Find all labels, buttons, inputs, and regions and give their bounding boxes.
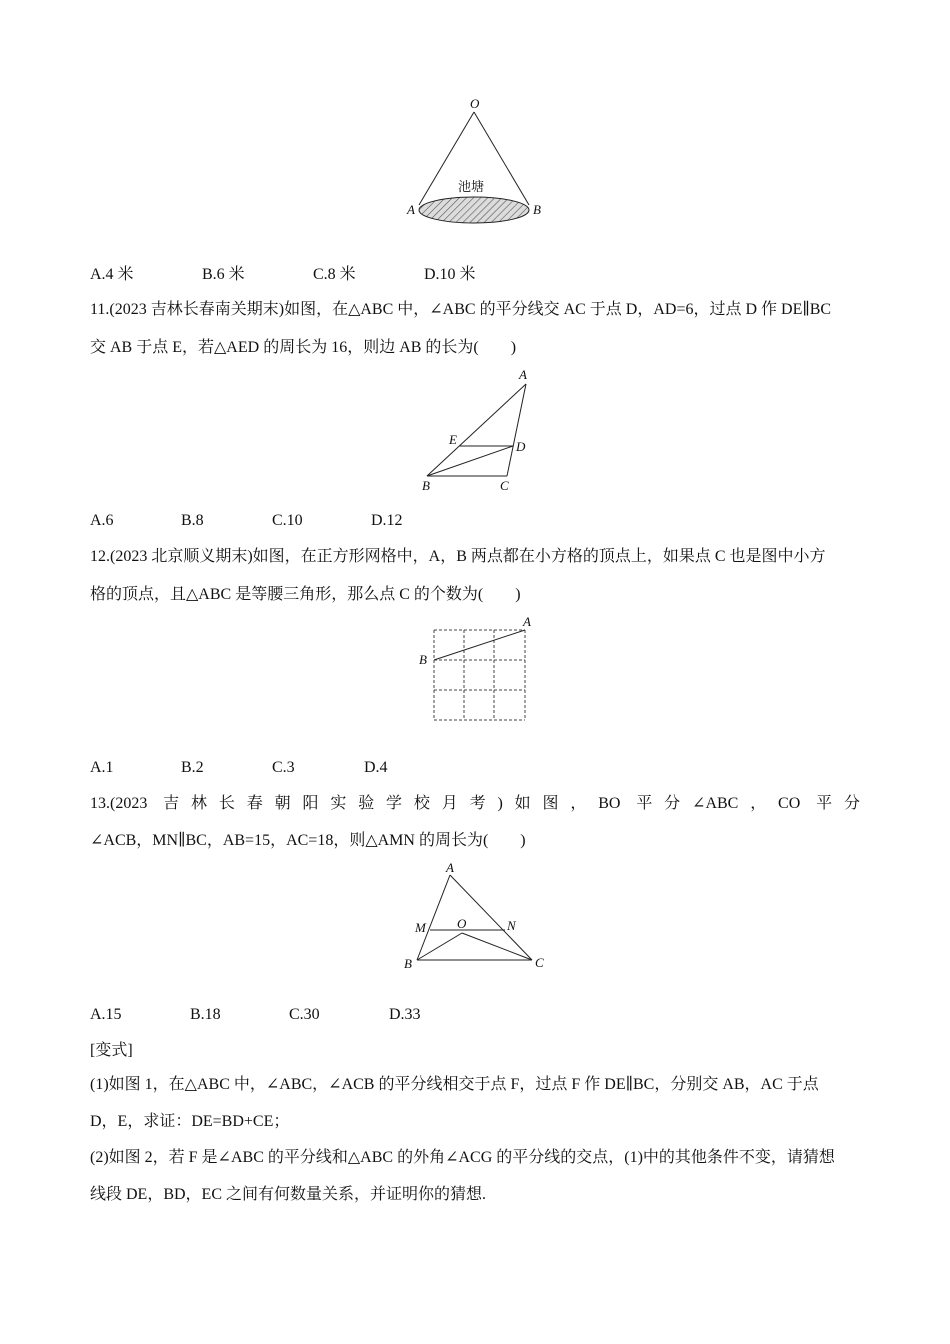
option-d: D.12 [371, 512, 403, 529]
label-n: N [507, 918, 516, 933]
option-b: B.2 [181, 759, 204, 776]
segment-ac [507, 384, 526, 476]
segment-ab [434, 630, 525, 660]
label-a: A [519, 367, 527, 382]
option-d: D.4 [364, 759, 388, 776]
q12-grid-figure [415, 613, 540, 725]
variant-part2-line2: 线段 DE，BD，EC 之间有何数量关系，并证明你的猜想. [90, 1186, 487, 1203]
option-b: B.18 [190, 1006, 221, 1023]
variant-part2-line1: (2)如图 2，若 F 是∠ABC 的平分线和△ABC 的外角∠ACG 的平分线的交点，(1)中的其他条件不变，请猜想 [90, 1149, 835, 1166]
option-a: A.1 [90, 759, 114, 776]
variant-part1-line1: (1)如图 1，在△ABC 中，∠ABC，∠ACB 的平分线相交于点 F，过点 F 作 DE∥BC，分别交 AB，AC 于点 [90, 1076, 819, 1093]
option-d: D.33 [389, 1006, 421, 1023]
label-c: C [500, 478, 509, 493]
option-c: C.30 [289, 1006, 320, 1023]
option-b: B.6 米 [202, 266, 245, 283]
label-e: E [449, 432, 457, 447]
dashed-grid [434, 630, 525, 720]
label-b: B [404, 956, 412, 971]
label-m: M [415, 920, 426, 935]
pond-figure [395, 92, 555, 227]
segment-bo [417, 933, 462, 960]
segment-ab [427, 384, 526, 476]
q13-text-line2: ∠ACB，MN∥BC，AB=15，AC=18，则△AMN 的周长为( ) [90, 832, 526, 849]
q12-text-line2: 格的顶点，且△ABC 是等腰三角形，那么点 C 的个数为( ) [90, 586, 521, 603]
q11-text-line1: 11.(2023 吉林长春南关期末)如图，在△ABC 中，∠ABC 的平分线交 AC 于点 D，AD=6，过点 D 作 DE∥BC [90, 301, 832, 318]
label-a: A [446, 860, 454, 875]
option-a: A.4 米 [90, 266, 134, 283]
segment-ab [417, 875, 450, 960]
q11-figure [415, 365, 540, 495]
label-c: C [535, 955, 544, 970]
pond-ellipse [419, 197, 529, 223]
option-c: C.10 [272, 512, 303, 529]
option-c: C.3 [272, 759, 295, 776]
option-a: A.15 [90, 1006, 122, 1023]
label-b: B [422, 478, 430, 493]
label-a: A [523, 614, 531, 629]
pond-label: 池塘 [458, 180, 485, 195]
q13-figure [400, 860, 550, 975]
label-b: B [419, 652, 427, 667]
label-o: O [470, 96, 480, 111]
q11-text-line2: 交 AB 于点 E，若△AED 的周长为 16，则边 AB 的长为( ) [90, 339, 517, 356]
segment-co [462, 933, 532, 960]
label-o: O [457, 916, 467, 931]
option-b: B.8 [181, 512, 204, 529]
segment-bd [427, 446, 513, 476]
option-a: A.6 [90, 512, 114, 529]
option-c: C.8 米 [313, 266, 356, 283]
variant-part1-line2: D，E，求证：DE=BD+CE； [90, 1113, 290, 1130]
q12-text-line1: 12.(2023 北京顺义期末)如图，在正方形网格中，A，B 两点都在小方格的顶点上，如果点 C 也是图中小方 [90, 548, 826, 565]
label-b: B [533, 202, 541, 217]
variant-title: [变式] [90, 1042, 133, 1059]
label-a: A [407, 202, 415, 217]
label-d: D [516, 439, 526, 454]
option-d: D.10 米 [424, 266, 476, 283]
q13-text-line1: 13.(2023 吉林长春朝阳实验学校月考)如图，BO 平分∠ABC，CO 平分 [90, 795, 860, 812]
